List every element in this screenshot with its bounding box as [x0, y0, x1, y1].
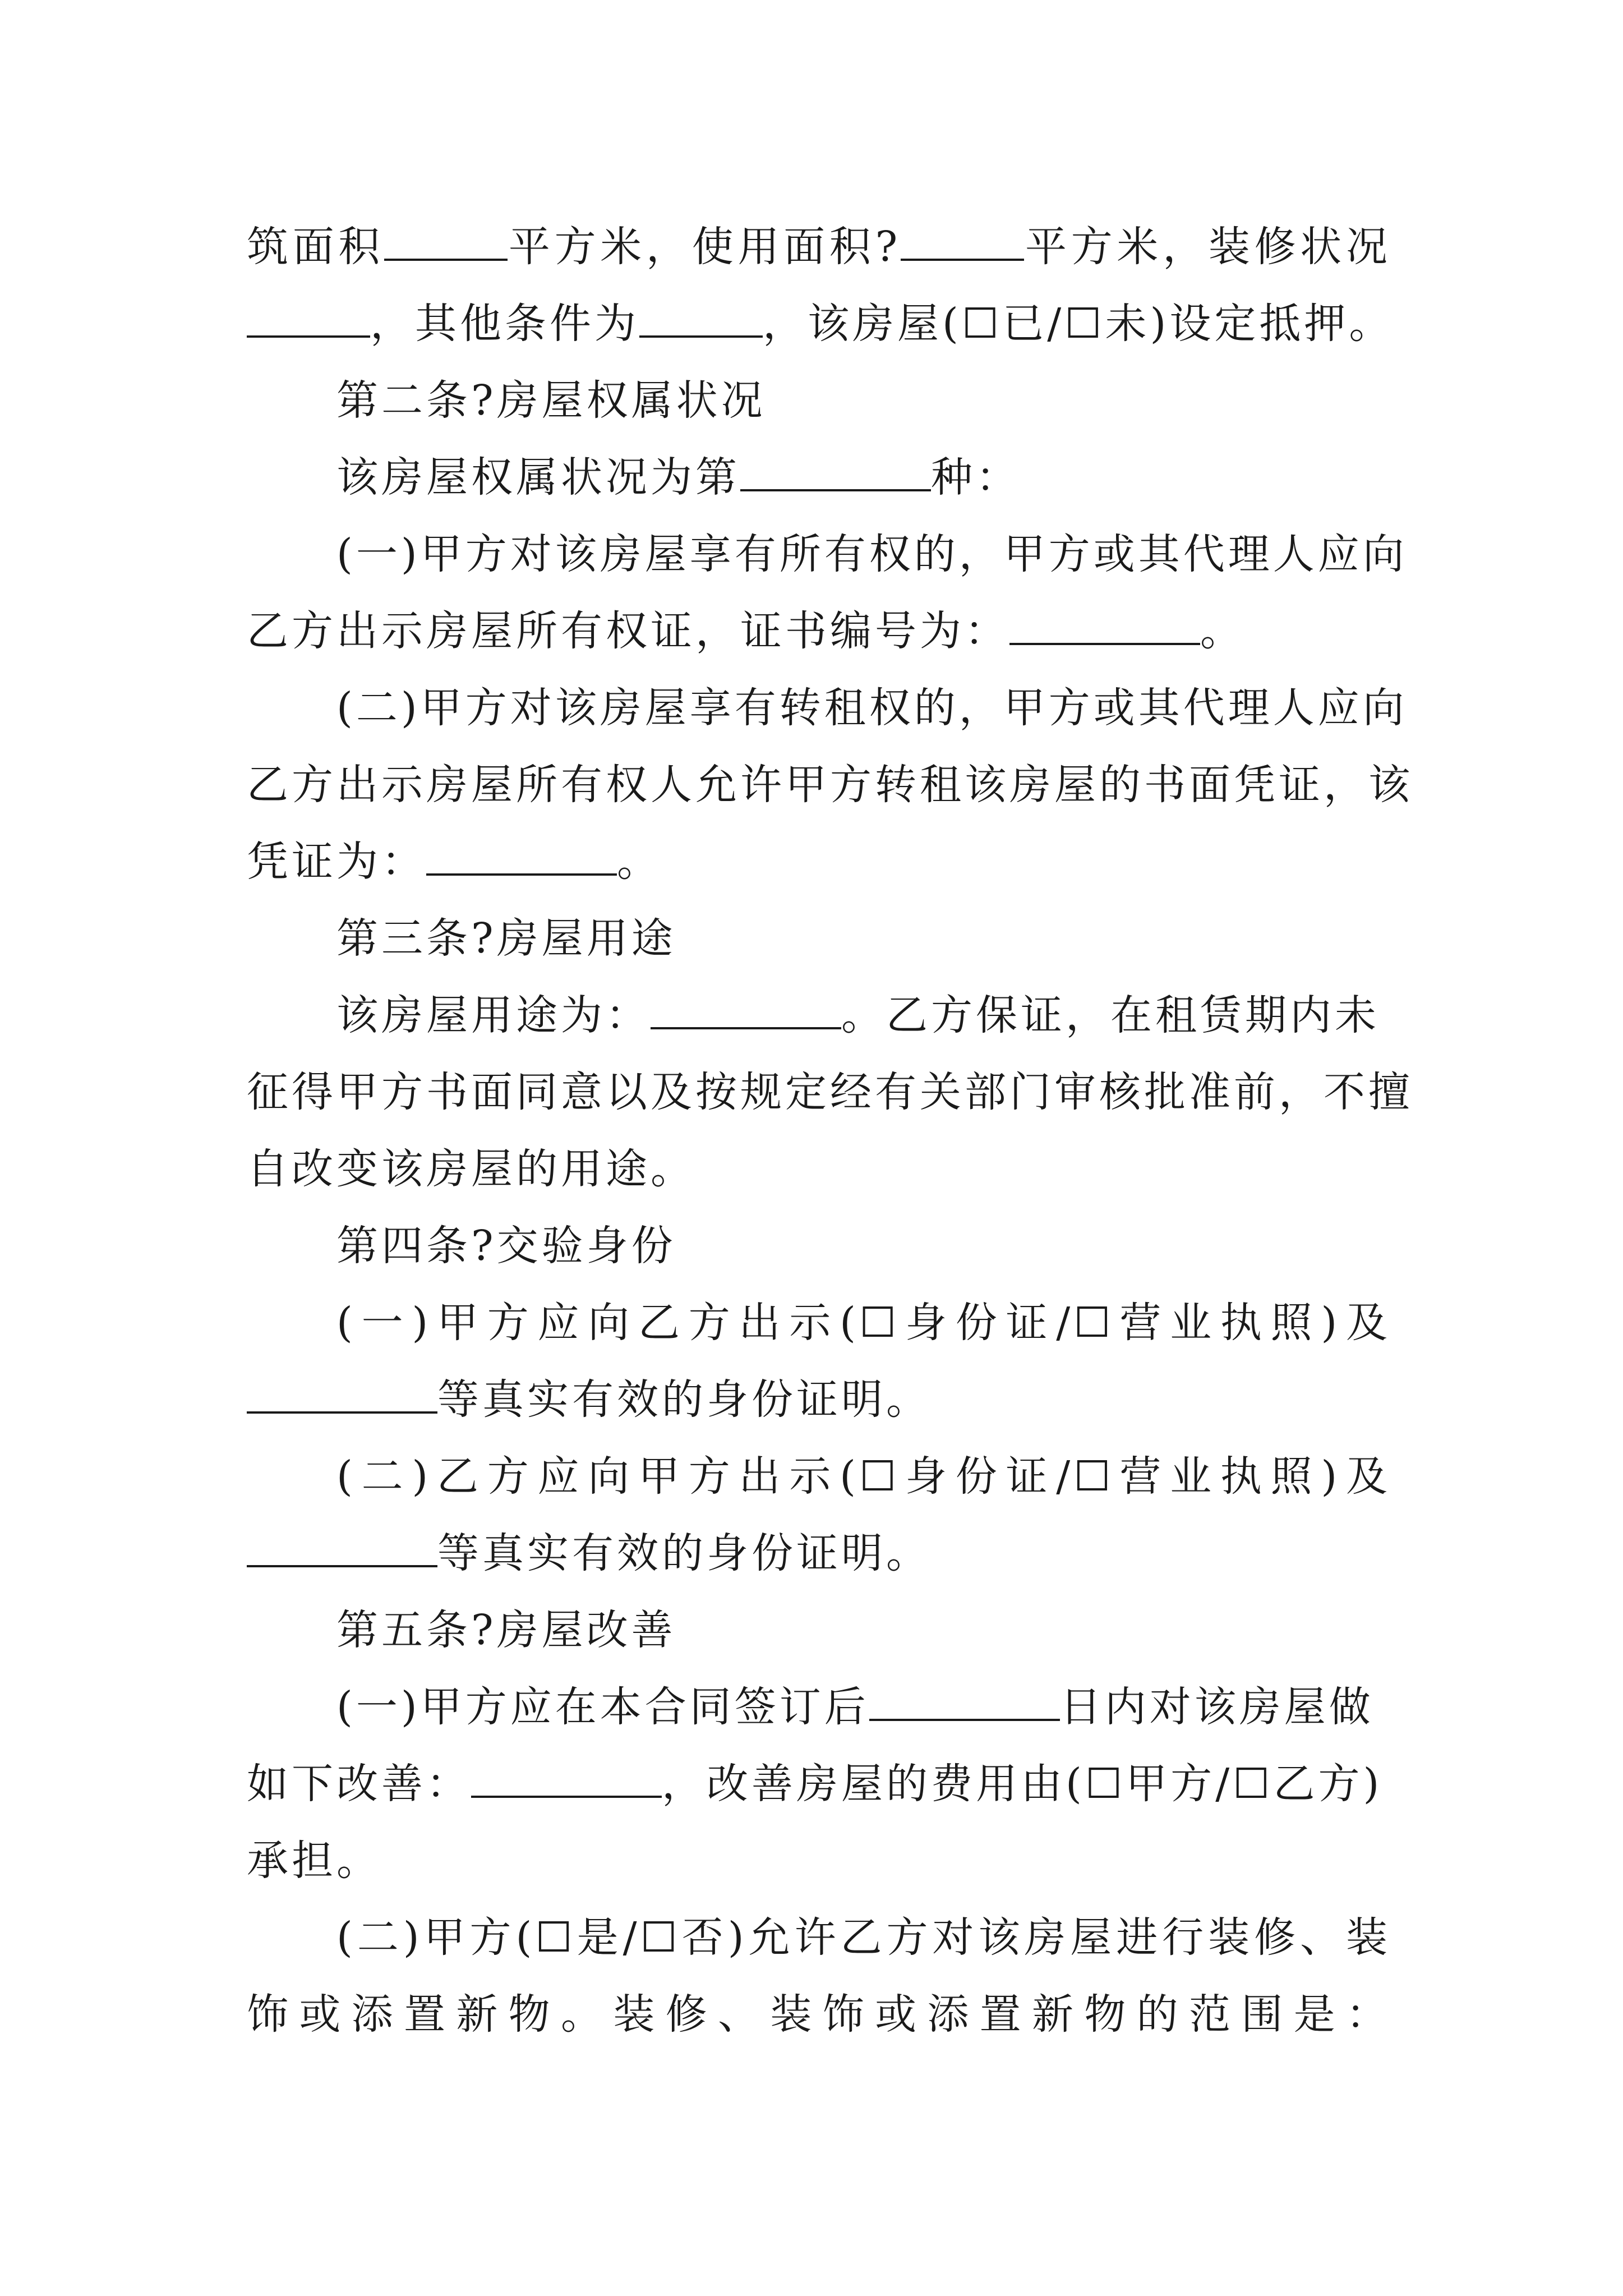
- text-segment: 。乙方保证，在租赁期内未: [841, 991, 1380, 1039]
- text-line: 饰或添置新物。装修、装饰或添置新物的范围是：: [247, 1990, 1391, 2039]
- text-line: (二)甲方(☐是/☐否)允许乙方对该房屋进行装修、装: [336, 1913, 1391, 1962]
- fill-blank: [639, 296, 763, 338]
- text-line: [247, 603, 1391, 659]
- text-segment: ，改善房屋的费用由(☐甲方/☐乙方): [662, 1760, 1383, 1808]
- fill-blank: [247, 1372, 437, 1414]
- text-segment: 乙方出示房屋所有权证，证书编号为：: [247, 607, 1009, 655]
- text-line: 自改变该房屋的用途。: [247, 1145, 695, 1193]
- text-line: [336, 449, 1391, 505]
- text-line: [247, 1372, 1391, 1428]
- text-line: [247, 1525, 1391, 1581]
- text-segment: ，该房屋(☐已/☐未)设定抵押。: [763, 300, 1394, 348]
- fill-blank: [1009, 604, 1200, 645]
- text-line: [336, 1679, 1391, 1735]
- fill-blank: [247, 1526, 437, 1567]
- fill-blank: [247, 296, 370, 338]
- fill-blank: [651, 988, 841, 1029]
- section-heading: 第五条?房屋改善: [336, 1606, 676, 1654]
- text-segment: 。: [1200, 607, 1245, 655]
- text-line: [247, 296, 1394, 352]
- section-heading: 第三条?房屋用途: [336, 914, 676, 963]
- text-segment: 等真实有效的身份证明。: [437, 1375, 931, 1424]
- text-line: [247, 1756, 1391, 1812]
- text-segment: (一)甲方应在本合同签订后: [336, 1683, 869, 1731]
- section-heading: 第二条?房屋权属状况: [336, 376, 766, 425]
- text-line: (二)乙方应向甲方出示(☐身份证/☐营业执照)及: [336, 1452, 1391, 1501]
- fill-blank: [901, 219, 1024, 261]
- text-line: (二)甲方对该房屋享有转租权的，甲方或其代理人应向: [336, 684, 1408, 732]
- text-line: 征得甲方书面同意以及按规定经有关部门审核批准前，不擅: [247, 1068, 1413, 1116]
- text-segment: 等真实有效的身份证明。: [437, 1529, 931, 1577]
- text-segment: 该房屋权属状况为第: [336, 453, 740, 501]
- fill-blank: [869, 1680, 1060, 1721]
- text-segment: 该房屋用途为：: [336, 991, 651, 1039]
- text-segment: 如下改善：: [247, 1760, 471, 1808]
- fill-blank: [740, 450, 931, 491]
- text-segment: 种：: [931, 453, 1021, 501]
- fill-blank: [426, 834, 617, 876]
- fill-blank: [471, 1756, 662, 1798]
- text-segment: 。: [617, 838, 662, 886]
- section-heading: 第四条?交验身份: [336, 1222, 676, 1270]
- text-line: 乙方出示房屋所有权人允许甲方转租该房屋的书面凭证，该: [247, 761, 1413, 809]
- text-segment: 凭证为：: [247, 838, 426, 886]
- text-line: [336, 987, 1391, 1043]
- text-line: 承担。: [247, 1837, 381, 1885]
- text-line: (一)甲方应向乙方出示(☐身份证/☐营业执照)及: [336, 1299, 1391, 1347]
- text-segment: 筑面积: [247, 223, 385, 271]
- text-segment: 平方米，装修状况: [1024, 223, 1391, 271]
- text-line: (一)甲方对该房屋享有所有权的，甲方或其代理人应向: [336, 530, 1408, 578]
- text-line: [247, 834, 1391, 890]
- text-segment: 平方米，使用面积?: [508, 223, 901, 271]
- fill-blank: [384, 219, 508, 261]
- text-segment: 日内对该房屋做: [1059, 1683, 1374, 1731]
- text-segment: ，其他条件为: [370, 300, 639, 348]
- text-line: [247, 219, 1391, 275]
